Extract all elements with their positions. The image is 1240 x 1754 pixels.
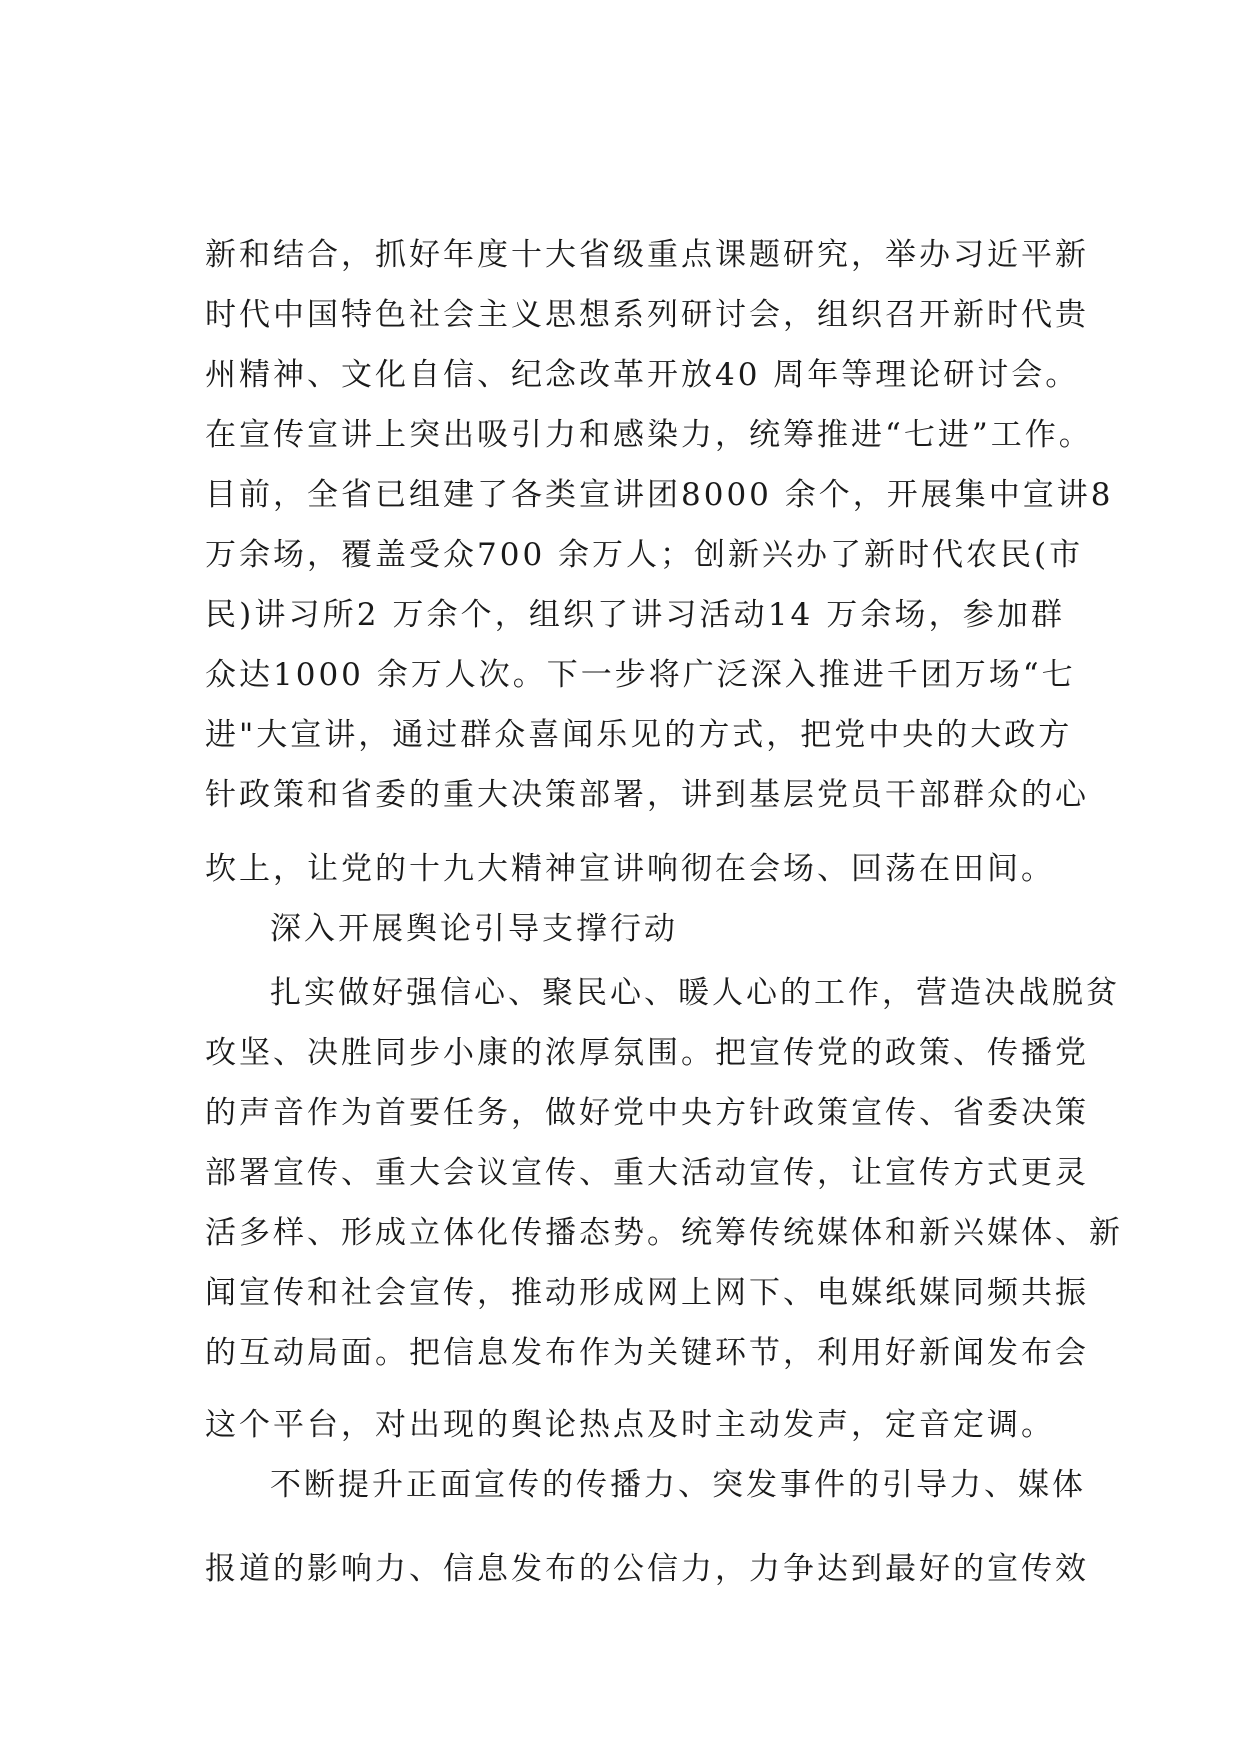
text-line-13: 扎实做好强信心、聚民心、暖人心的工作，营造决战脱贫 [270,975,1120,1011]
text-line-2: 时代中国特色社会主义思想系列研讨会，组织召开新时代贵 [205,297,1089,333]
text-line-15: 的声音作为首要任务，做好党中央方针政策宣传、省委决策 [205,1095,1089,1131]
section-heading: 深入开展舆论引导支撑行动 [270,911,678,947]
text-line-5: 目前，全省已组建了各类宣讲团8000 余个，开展集中宣讲8 [205,477,1114,513]
text-line-20: 这个平台，对出现的舆论热点及时主动发声，定音定调。 [205,1407,1055,1443]
text-line-22: 报道的影响力、信息发布的公信力，力争达到最好的宣传效 [205,1551,1089,1587]
text-line-19: 的互动局面。把信息发布作为关键环节，利用好新闻发布会 [205,1335,1089,1371]
text-line-6: 万余场，覆盖受众700 余万人；创新兴办了新时代农民(市 [205,537,1084,573]
text-line-3: 州精神、文化自信、纪念改革开放40 周年等理论研讨会。 [205,357,1080,393]
text-line-10: 针政策和省委的重大决策部署，讲到基层党员干部群众的心 [205,777,1089,813]
text-line-18: 闻宣传和社会宣传，推动形成网上网下、电媒纸媒同频共振 [205,1275,1089,1311]
text-line-14: 攻坚、决胜同步小康的浓厚氛围。把宣传党的政策、传播党 [205,1035,1089,1071]
text-line-11: 坎上，让党的十九大精神宣讲响彻在会场、回荡在田间。 [205,851,1055,887]
text-line-8: 众达1000 余万人次。下一步将广泛深入推进千团万场“七 [205,657,1076,693]
text-line-9: 进"大宣讲，通过群众喜闻乐见的方式，把党中央的大政方 [205,717,1073,753]
text-line-17: 活多样、形成立体化传播态势。统筹传统媒体和新兴媒体、新 [205,1215,1123,1251]
text-line-21: 不断提升正面宣传的传播力、突发事件的引导力、媒体 [270,1467,1086,1503]
text-line-16: 部署宣传、重大会议宣传、重大活动宣传，让宣传方式更灵 [205,1155,1089,1191]
text-line-1: 新和结合，抓好年度十大省级重点课题研究，举办习近平新 [205,237,1089,273]
text-line-7: 民)讲习所2 万余个，组织了讲习活动14 万余场，参加群 [205,597,1065,633]
text-line-4: 在宣传宣讲上突出吸引力和感染力，统筹推进“七进”工作。 [205,417,1093,453]
